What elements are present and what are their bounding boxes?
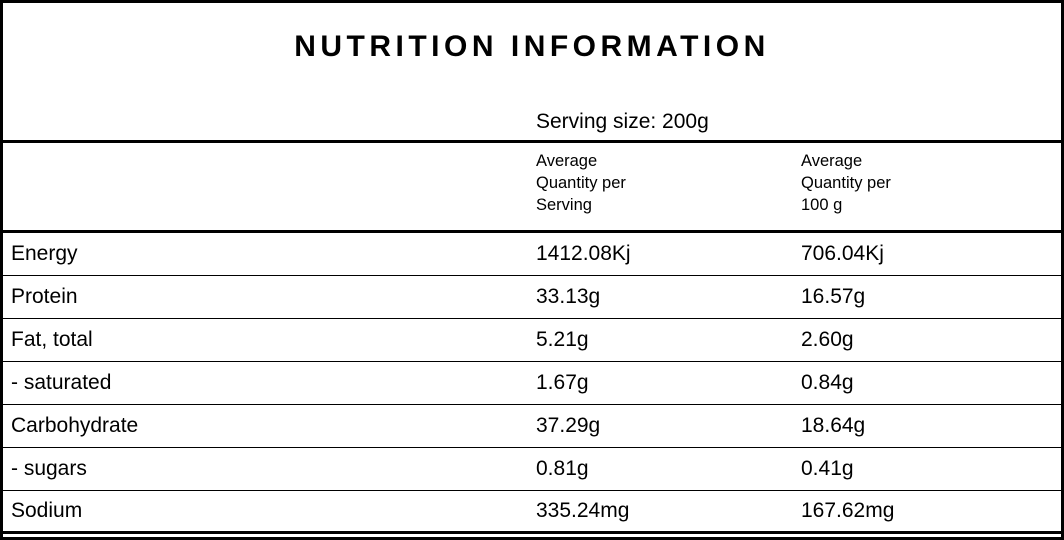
serving-size-text: Serving size: 200g <box>536 110 709 133</box>
header-cell-per-100g <box>801 143 1064 230</box>
nutrient-per-100g: 18.64g <box>801 414 866 437</box>
nutrient-name: Fat, total <box>11 328 93 351</box>
header-per-serving-line3: Serving <box>536 195 592 214</box>
serving-size-row <box>3 91 1061 143</box>
nutrient-name: Energy <box>11 242 78 265</box>
nutrient-per-100g: 0.41g <box>801 457 854 480</box>
title-row <box>3 3 1061 91</box>
nutrient-per-serving: 5.21g <box>536 328 589 351</box>
header-per-100g-line1: Average <box>801 152 863 170</box>
nutrient-name: Protein <box>11 285 78 308</box>
nutrient-per-100g: 2.60g <box>801 328 854 351</box>
nutrient-name: Sodium <box>11 499 83 522</box>
table-row <box>3 276 1061 319</box>
table-row <box>3 362 1061 405</box>
header-per-100g-line2: Quantity per <box>801 173 891 192</box>
nutrient-per-serving: 335.24mg <box>536 499 630 522</box>
page-title: NUTRITION INFORMATION <box>294 30 770 63</box>
nutrient-per-serving: 1.67g <box>536 371 589 394</box>
table-row <box>3 319 1061 362</box>
column-header-row <box>3 143 1061 233</box>
header-per-serving-line1: Average <box>536 152 598 170</box>
nutrient-name: - saturated <box>11 371 112 394</box>
table-row <box>3 491 1061 534</box>
table-row <box>3 233 1061 276</box>
nutrient-per-serving: 0.81g <box>536 457 589 480</box>
nutrient-name: - sugars <box>11 457 87 480</box>
nutrient-name: Carbohydrate <box>11 414 139 437</box>
table-row <box>3 405 1061 448</box>
nutrient-per-serving: 37.29g <box>536 414 601 437</box>
nutrient-per-100g: 167.62mg <box>801 499 895 522</box>
nutrient-per-serving: 33.13g <box>536 285 601 308</box>
header-cell-label <box>3 143 536 230</box>
nutrient-per-100g: 706.04Kj <box>801 242 884 265</box>
nutrient-per-100g: 0.84g <box>801 371 854 394</box>
nutrient-per-100g: 16.57g <box>801 285 866 308</box>
header-per-100g-line3: 100 g <box>801 195 843 214</box>
header-per-serving-line2: Quantity per <box>536 173 626 192</box>
nutrient-per-serving: 1412.08Kj <box>536 242 631 265</box>
table-row <box>3 448 1061 491</box>
header-cell-per-serving <box>536 143 801 230</box>
